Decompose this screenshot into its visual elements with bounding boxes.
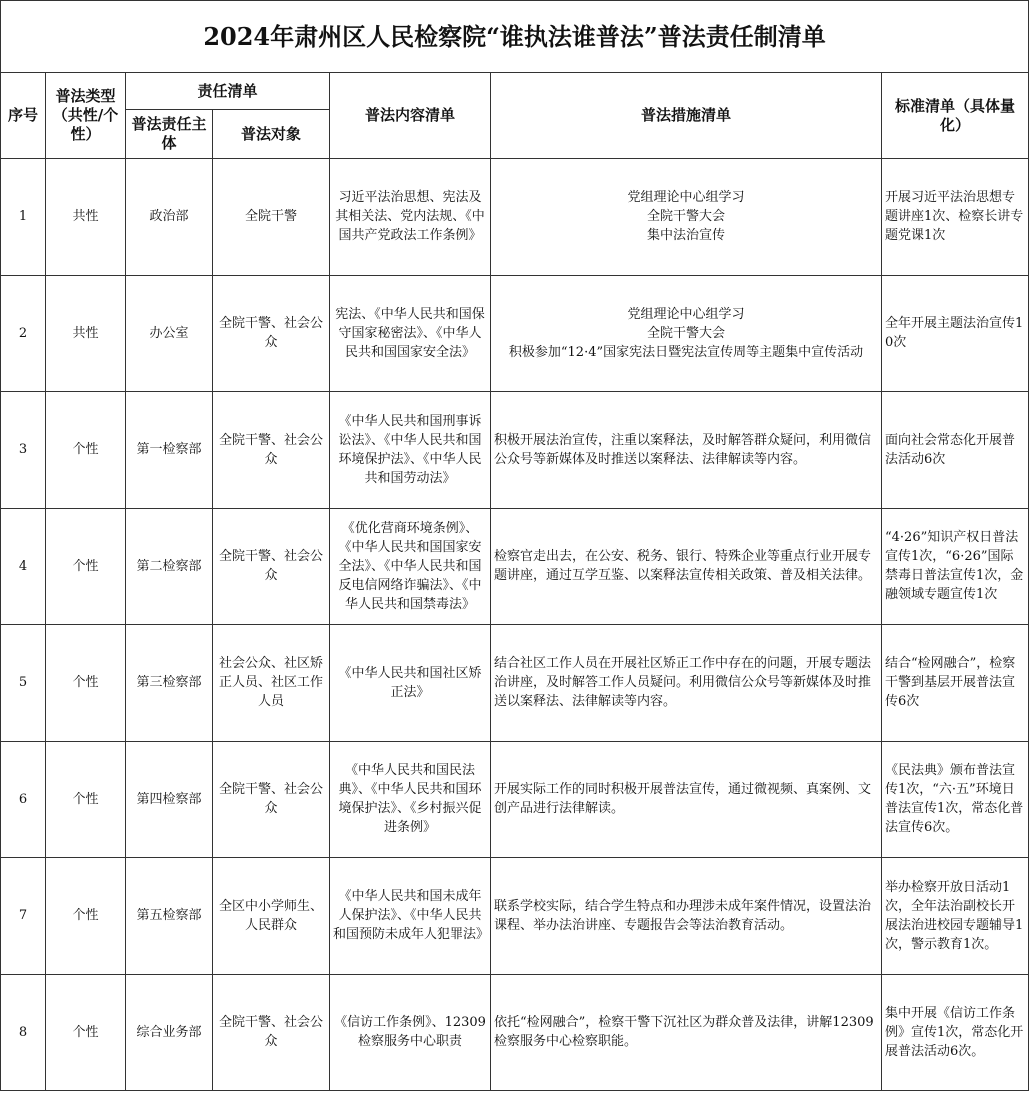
cell-standard: 举办检察开放日活动1次，全年法治副校长开展法治进校园专题辅导1次，警示教育1次。 — [882, 858, 1029, 975]
cell-measures: 党组理论中心组学习 全院干警大会 集中法治宣传 — [491, 159, 882, 276]
header-responsibility: 责任清单 — [126, 73, 330, 110]
cell-type: 共性 — [46, 275, 126, 392]
header-target: 普法对象 — [213, 110, 330, 159]
header-content: 普法内容清单 — [330, 73, 491, 159]
table-row — [1, 858, 1029, 975]
header-measures: 普法措施清单 — [491, 73, 882, 159]
cell-type: 个性 — [46, 974, 126, 1091]
cell-seq: 8 — [1, 974, 46, 1091]
cell-measures: 党组理论中心组学习 全院干警大会 积极参加“12·4”国家宪法日暨宪法宣传周等主题集中宣传活动 — [491, 275, 882, 392]
cell-target: 全院干警 — [213, 159, 330, 276]
table-row — [1, 508, 1029, 625]
cell-measures: 检察官走出去，在公安、税务、银行、特殊企业等重点行业开展专题讲座，通过互学互鉴、以案释法宣传相关政策、普及相关法律。 — [491, 508, 882, 625]
cell-type: 个性 — [46, 858, 126, 975]
cell-standard: “4·26”知识产权日普法宣传1次，“6·26”国际禁毒日普法宣传1次，金融领域专题宣传1次 — [882, 508, 1029, 625]
cell-measures: 依托“检网融合”，检察干警下沉社区为群众普及法律，讲解12309检察服务中心检察职能。 — [491, 974, 882, 1091]
cell-target: 社会公众、社区矫正人员、社区工作人员 — [213, 625, 330, 742]
header-row-1 — [1, 73, 1029, 110]
cell-seq: 1 — [1, 159, 46, 276]
cell-standard: 结合“检网融合”，检察干警到基层开展普法宣传6次 — [882, 625, 1029, 742]
table-row — [1, 159, 1029, 276]
cell-standard: 全年开展主题法治宣传10次 — [882, 275, 1029, 392]
cell-standard: 《民法典》颁布普法宣传1次，“六·五”环境日普法宣传1次，常态化普法宣传6次。 — [882, 741, 1029, 858]
cell-content: 习近平法治思想、宪法及其相关法、党内法规、《中国共产党政法工作条例》 — [330, 159, 491, 276]
cell-target: 全区中小学师生、人民群众 — [213, 858, 330, 975]
cell-seq: 7 — [1, 858, 46, 975]
header-subject: 普法责任主体 — [126, 110, 213, 159]
cell-subject: 办公室 — [126, 275, 213, 392]
cell-subject: 第二检察部 — [126, 508, 213, 625]
page-title: 2024年肃州区人民检察院“谁执法谁普法”普法责任制清单 — [1, 1, 1029, 73]
cell-subject: 第一检察部 — [126, 392, 213, 509]
cell-type: 个性 — [46, 392, 126, 509]
cell-measures: 联系学校实际，结合学生特点和办理涉未成年案件情况，设置法治课程、举办法治讲座、专题报告会等法治教育活动。 — [491, 858, 882, 975]
cell-subject: 综合业务部 — [126, 974, 213, 1091]
cell-seq: 4 — [1, 508, 46, 625]
cell-standard: 集中开展《信访工作条例》宣传1次，常态化开展普法活动6次。 — [882, 974, 1029, 1091]
cell-standard: 开展习近平法治思想专题讲座1次、检察长讲专题党课1次 — [882, 159, 1029, 276]
cell-content: 《优化营商环境条例》、《中华人民共和国国家安全法》、《中华人民共和国反电信网络诈骗法》、《中华人民共和国禁毒法》 — [330, 508, 491, 625]
cell-seq: 3 — [1, 392, 46, 509]
cell-target: 全院干警、社会公众 — [213, 508, 330, 625]
cell-content: 《中华人民共和国民法典》、《中华人民共和国环境保护法》、《乡村振兴促进条例》 — [330, 741, 491, 858]
table-row — [1, 275, 1029, 392]
cell-subject: 第五检察部 — [126, 858, 213, 975]
table-row — [1, 392, 1029, 509]
cell-target: 全院干警、社会公众 — [213, 974, 330, 1091]
table-row — [1, 741, 1029, 858]
header-type: 普法类型（共性/个性） — [46, 73, 126, 159]
table-row — [1, 974, 1029, 1091]
cell-target: 全院干警、社会公众 — [213, 741, 330, 858]
cell-type: 个性 — [46, 508, 126, 625]
cell-seq: 2 — [1, 275, 46, 392]
cell-content: 宪法、《中华人民共和国保守国家秘密法》、《中华人民共和国国家安全法》 — [330, 275, 491, 392]
cell-subject: 第四检察部 — [126, 741, 213, 858]
cell-type: 共性 — [46, 159, 126, 276]
header-standard: 标准清单（具体量化） — [882, 73, 1029, 159]
cell-measures: 结合社区工作人员在开展社区矫正工作中存在的问题，开展专题法治讲座，及时解答工作人员疑问。利用微信公众号等新媒体及时推送以案释法、法律解读等内容。 — [491, 625, 882, 742]
cell-type: 个性 — [46, 741, 126, 858]
table-row — [1, 625, 1029, 742]
cell-measures: 开展实际工作的同时积极开展普法宣传，通过微视频、真案例、文创产品进行法律解读。 — [491, 741, 882, 858]
cell-content: 《中华人民共和国刑事诉讼法》、《中华人民共和国环境保护法》、《中华人民共和国劳动法》 — [330, 392, 491, 509]
cell-subject: 政治部 — [126, 159, 213, 276]
cell-seq: 5 — [1, 625, 46, 742]
title-row — [1, 1, 1029, 73]
cell-content: 《信访工作条例》、12309检察服务中心职责 — [330, 974, 491, 1091]
cell-content: 《中华人民共和国未成年人保护法》、《中华人民共和国预防未成年人犯罪法》 — [330, 858, 491, 975]
cell-target: 全院干警、社会公众 — [213, 392, 330, 509]
cell-target: 全院干警、社会公众 — [213, 275, 330, 392]
cell-type: 个性 — [46, 625, 126, 742]
header-seq: 序号 — [1, 73, 46, 159]
cell-subject: 第三检察部 — [126, 625, 213, 742]
cell-seq: 6 — [1, 741, 46, 858]
cell-measures: 积极开展法治宣传，注重以案释法，及时解答群众疑问，利用微信公众号等新媒体及时推送以案释法、法律解读等内容。 — [491, 392, 882, 509]
cell-standard: 面向社会常态化开展普法活动6次 — [882, 392, 1029, 509]
cell-content: 《中华人民共和国社区矫正法》 — [330, 625, 491, 742]
